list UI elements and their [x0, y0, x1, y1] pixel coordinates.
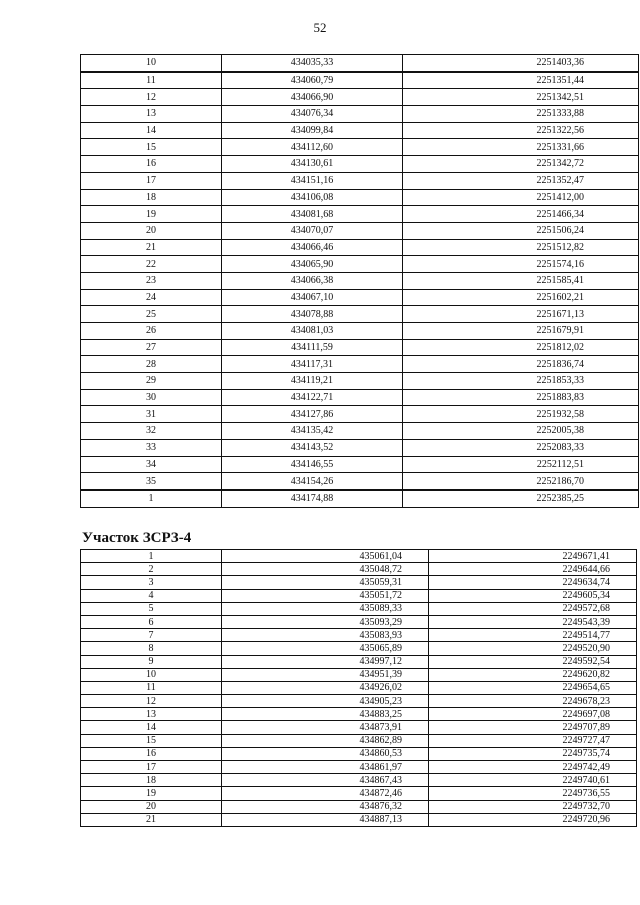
x-coordinate-cell: 434887,13: [222, 813, 429, 826]
y-coordinate-cell: 2249634,74: [429, 576, 637, 589]
point-number-cell: 14: [81, 721, 222, 734]
table-row: [81, 774, 637, 787]
y-coordinate-cell: 2251574,16: [403, 256, 639, 273]
y-coordinate-cell: 2251412,00: [403, 189, 639, 206]
y-coordinate-cell: 2249514,77: [429, 629, 637, 642]
table-row: [81, 256, 639, 273]
y-coordinate-cell: 2249736,55: [429, 787, 637, 800]
y-coordinate-cell: 2252005,38: [403, 423, 639, 440]
table-row: [81, 389, 639, 406]
table-row: [81, 406, 639, 423]
point-number-cell: 19: [81, 787, 222, 800]
x-coordinate-cell: 435048,72: [222, 563, 429, 576]
point-number-cell: 28: [81, 356, 222, 373]
x-coordinate-cell: 434076,34: [222, 106, 403, 123]
table-row: [81, 339, 639, 356]
y-coordinate-cell: 2251932,58: [403, 406, 639, 423]
table-row: [81, 629, 637, 642]
point-number-cell: 20: [81, 800, 222, 813]
table-row: [81, 356, 639, 373]
x-coordinate-cell: 434066,90: [222, 89, 403, 106]
x-coordinate-cell: 435093,29: [222, 615, 429, 628]
point-number-cell: 11: [81, 72, 222, 89]
x-coordinate-cell: 434860,53: [222, 747, 429, 760]
x-coordinate-cell: 434067,10: [222, 289, 403, 306]
x-coordinate-cell: 434146,55: [222, 456, 403, 473]
x-coordinate-cell: 434873,91: [222, 721, 429, 734]
x-coordinate-cell: 434151,16: [222, 172, 403, 189]
point-number-cell: 13: [81, 708, 222, 721]
y-coordinate-cell: 2249654,65: [429, 681, 637, 694]
x-coordinate-cell: 434143,52: [222, 439, 403, 456]
y-coordinate-cell: 2249727,47: [429, 734, 637, 747]
x-coordinate-cell: 434117,31: [222, 356, 403, 373]
y-coordinate-cell: 2251506,24: [403, 222, 639, 239]
table-row: [81, 89, 639, 106]
point-number-cell: 19: [81, 206, 222, 223]
point-number-cell: 20: [81, 222, 222, 239]
point-number-cell: 24: [81, 289, 222, 306]
x-coordinate-cell: 434106,08: [222, 189, 403, 206]
table-row: [81, 800, 637, 813]
y-coordinate-cell: 2251585,41: [403, 272, 639, 289]
table-row: [81, 615, 637, 628]
point-number-cell: 11: [81, 681, 222, 694]
table-row: [81, 550, 637, 563]
y-coordinate-cell: 2249620,82: [429, 668, 637, 681]
x-coordinate-cell: 434867,43: [222, 774, 429, 787]
point-number-cell: 7: [81, 629, 222, 642]
point-number-cell: 26: [81, 323, 222, 340]
x-coordinate-cell: 434135,42: [222, 423, 403, 440]
table-row: [81, 272, 639, 289]
y-coordinate-cell: 2249572,68: [429, 602, 637, 615]
x-coordinate-cell: 434154,26: [222, 473, 403, 490]
table-row: [81, 761, 637, 774]
y-coordinate-cell: 2249605,34: [429, 589, 637, 602]
table-row: [81, 813, 637, 826]
table-row: [81, 55, 639, 72]
x-coordinate-cell: 434060,79: [222, 72, 403, 89]
coordinates-table-continued: [80, 54, 639, 508]
table-row: [81, 490, 639, 507]
point-number-cell: 6: [81, 615, 222, 628]
x-coordinate-cell: 434876,32: [222, 800, 429, 813]
x-coordinate-cell: 434174,88: [222, 490, 403, 507]
table-row: [81, 695, 637, 708]
table-row: [81, 239, 639, 256]
point-number-cell: 15: [81, 734, 222, 747]
y-coordinate-cell: 2249520,90: [429, 642, 637, 655]
y-coordinate-cell: 2252385,25: [403, 490, 639, 507]
y-coordinate-cell: 2249671,41: [429, 550, 637, 563]
point-number-cell: 16: [81, 747, 222, 760]
table-row: [81, 306, 639, 323]
y-coordinate-cell: 2251403,36: [403, 55, 639, 72]
point-number-cell: 1: [81, 490, 222, 507]
x-coordinate-cell: 434862,89: [222, 734, 429, 747]
point-number-cell: 31: [81, 406, 222, 423]
point-number-cell: 33: [81, 439, 222, 456]
x-coordinate-cell: 434872,46: [222, 787, 429, 800]
x-coordinate-cell: 434951,39: [222, 668, 429, 681]
coordinates-table-body: [81, 550, 637, 827]
table-row: [81, 289, 639, 306]
table-row: [81, 655, 637, 668]
point-number-cell: 8: [81, 642, 222, 655]
table-row: [81, 423, 639, 440]
point-number-cell: 30: [81, 389, 222, 406]
x-coordinate-cell: 434066,38: [222, 272, 403, 289]
point-number-cell: 12: [81, 695, 222, 708]
table-row: [81, 473, 639, 490]
y-coordinate-cell: 2251602,21: [403, 289, 639, 306]
y-coordinate-cell: 2251351,44: [403, 72, 639, 89]
x-coordinate-cell: 434119,21: [222, 373, 403, 390]
y-coordinate-cell: 2251342,51: [403, 89, 639, 106]
table-row: [81, 668, 637, 681]
x-coordinate-cell: 434997,12: [222, 655, 429, 668]
point-number-cell: 14: [81, 122, 222, 139]
point-number-cell: 18: [81, 774, 222, 787]
x-coordinate-cell: 434035,33: [222, 55, 403, 72]
y-coordinate-cell: 2249740,61: [429, 774, 637, 787]
x-coordinate-cell: 434130,61: [222, 156, 403, 173]
point-number-cell: 35: [81, 473, 222, 490]
point-number-cell: 21: [81, 813, 222, 826]
x-coordinate-cell: 434065,90: [222, 256, 403, 273]
x-coordinate-cell: 434905,23: [222, 695, 429, 708]
y-coordinate-cell: 2252083,33: [403, 439, 639, 456]
point-number-cell: 13: [81, 106, 222, 123]
point-number-cell: 18: [81, 189, 222, 206]
y-coordinate-cell: 2251466,34: [403, 206, 639, 223]
point-number-cell: 23: [81, 272, 222, 289]
point-number-cell: 32: [81, 423, 222, 440]
x-coordinate-cell: 434099,84: [222, 122, 403, 139]
point-number-cell: 25: [81, 306, 222, 323]
y-coordinate-cell: 2249592,54: [429, 655, 637, 668]
x-coordinate-cell: 434926,02: [222, 681, 429, 694]
x-coordinate-cell: 434078,88: [222, 306, 403, 323]
table-row: [81, 708, 637, 721]
point-number-cell: 4: [81, 589, 222, 602]
point-number-cell: 34: [81, 456, 222, 473]
y-coordinate-cell: 2251333,88: [403, 106, 639, 123]
y-coordinate-cell: 2251671,13: [403, 306, 639, 323]
x-coordinate-cell: 434081,03: [222, 323, 403, 340]
point-number-cell: 9: [81, 655, 222, 668]
y-coordinate-cell: 2251342,72: [403, 156, 639, 173]
x-coordinate-cell: 434883,25: [222, 708, 429, 721]
x-coordinate-cell: 435065,89: [222, 642, 429, 655]
table-row: [81, 721, 637, 734]
y-coordinate-cell: 2251679,91: [403, 323, 639, 340]
table-row: [81, 122, 639, 139]
table-row: [81, 439, 639, 456]
y-coordinate-cell: 2251812,02: [403, 339, 639, 356]
x-coordinate-cell: 435051,72: [222, 589, 429, 602]
table-row: [81, 734, 637, 747]
table-row: [81, 72, 639, 89]
point-number-cell: 2: [81, 563, 222, 576]
page-number: 52: [313, 20, 327, 35]
table-row: [81, 576, 637, 589]
point-number-cell: 21: [81, 239, 222, 256]
y-coordinate-cell: 2249543,39: [429, 615, 637, 628]
x-coordinate-cell: 434112,60: [222, 139, 403, 156]
y-coordinate-cell: 2251322,56: [403, 122, 639, 139]
point-number-cell: 17: [81, 172, 222, 189]
y-coordinate-cell: 2252186,70: [403, 473, 639, 490]
point-number-cell: 15: [81, 139, 222, 156]
x-coordinate-cell: 434861,97: [222, 761, 429, 774]
x-coordinate-cell: 434070,07: [222, 222, 403, 239]
point-number-cell: 29: [81, 373, 222, 390]
y-coordinate-cell: 2251883,83: [403, 389, 639, 406]
coordinates-table-body: [81, 55, 639, 508]
point-number-cell: 1: [81, 550, 222, 563]
table-row: [81, 642, 637, 655]
table-row: [81, 747, 637, 760]
table-row: [81, 681, 637, 694]
section-heading: Участок ЗСРЗ-4: [82, 530, 192, 546]
y-coordinate-cell: 2251352,47: [403, 172, 639, 189]
y-coordinate-cell: 2249644,66: [429, 563, 637, 576]
table-row: [81, 106, 639, 123]
table-row: [81, 323, 639, 340]
y-coordinate-cell: 2249735,74: [429, 747, 637, 760]
table-row: [81, 222, 639, 239]
x-coordinate-cell: 435089,33: [222, 602, 429, 615]
x-coordinate-cell: 435083,93: [222, 629, 429, 642]
point-number-cell: 17: [81, 761, 222, 774]
x-coordinate-cell: 434127,86: [222, 406, 403, 423]
table-row: [81, 456, 639, 473]
y-coordinate-cell: 2251853,33: [403, 373, 639, 390]
y-coordinate-cell: 2249678,23: [429, 695, 637, 708]
y-coordinate-cell: 2249707,89: [429, 721, 637, 734]
y-coordinate-cell: 2252112,51: [403, 456, 639, 473]
point-number-cell: 3: [81, 576, 222, 589]
point-number-cell: 5: [81, 602, 222, 615]
table-row: [81, 602, 637, 615]
point-number-cell: 10: [81, 668, 222, 681]
x-coordinate-cell: 434122,71: [222, 389, 403, 406]
x-coordinate-cell: 434081,68: [222, 206, 403, 223]
point-number-cell: 22: [81, 256, 222, 273]
table-row: [81, 189, 639, 206]
table-row: [81, 373, 639, 390]
y-coordinate-cell: 2251331,66: [403, 139, 639, 156]
table-row: [81, 589, 637, 602]
point-number-cell: 10: [81, 55, 222, 72]
point-number-cell: 27: [81, 339, 222, 356]
y-coordinate-cell: 2251512,82: [403, 239, 639, 256]
y-coordinate-cell: 2249697,08: [429, 708, 637, 721]
y-coordinate-cell: 2249720,96: [429, 813, 637, 826]
point-number-cell: 12: [81, 89, 222, 106]
y-coordinate-cell: 2249732,70: [429, 800, 637, 813]
x-coordinate-cell: 435059,31: [222, 576, 429, 589]
x-coordinate-cell: 434066,46: [222, 239, 403, 256]
table-row: [81, 156, 639, 173]
table-row: [81, 206, 639, 223]
table-row: [81, 139, 639, 156]
y-coordinate-cell: 2251836,74: [403, 356, 639, 373]
table-row: [81, 787, 637, 800]
table-row: [81, 172, 639, 189]
x-coordinate-cell: 434111,59: [222, 339, 403, 356]
point-number-cell: 16: [81, 156, 222, 173]
coordinates-table-zsrz-4: [80, 549, 637, 827]
y-coordinate-cell: 2249742,49: [429, 761, 637, 774]
x-coordinate-cell: 435061,04: [222, 550, 429, 563]
table-row: [81, 563, 637, 576]
